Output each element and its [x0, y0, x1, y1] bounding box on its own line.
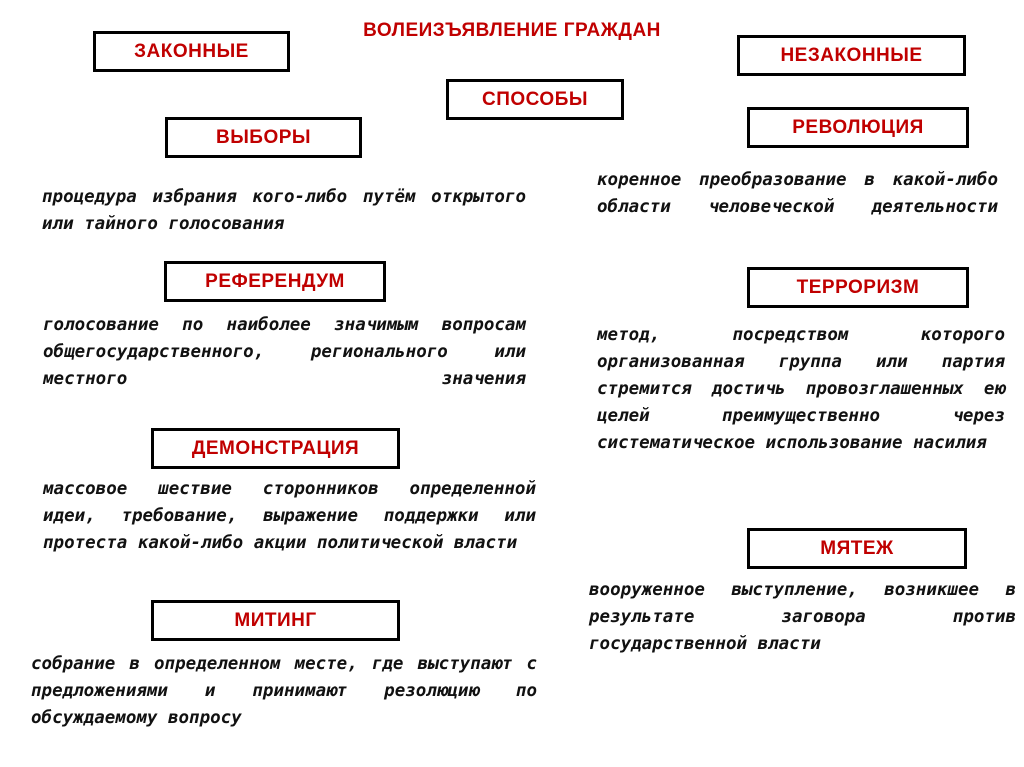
method-description-terrorism: метод, посредством которого организованная группа или партия стремится достичь провозглашенных ею целей преимущественно через систематическое использование насилия: [597, 325, 1005, 453]
method-description-rally: собрание в определенном месте, где выступают с предложениями и принимают резолюцию по обсуждаемому вопросу: [31, 654, 537, 728]
method-box-terrorism: ТЕРРОРИЗМ: [747, 267, 969, 308]
method-box-revolution: РЕВОЛЮЦИЯ: [747, 107, 969, 148]
method-box-referendum: РЕФЕРЕНДУМ: [164, 261, 386, 302]
method-description-demonstration: массовое шествие сторонников определенной идеи, требование, выражение поддержки или протеста какой-либо акции политической власти: [43, 479, 536, 553]
diagram-title: ВОЛЕИЗЪЯВЛЕНИЕ ГРАЖДАН: [363, 20, 661, 41]
methods-box: СПОСОБЫ: [446, 79, 624, 120]
method-box-elections: ВЫБОРЫ: [165, 117, 362, 158]
method-description-revolution: коренное преобразование в какой-либо области человеческой деятельности: [597, 170, 998, 217]
method-description-mutiny: вооруженное выступление, возникшее в результате заговора против государственной власти: [589, 580, 1016, 654]
method-description-elections: процедура избрания кого-либо путём открытого или тайного голосования: [42, 187, 526, 234]
method-box-rally: МИТИНГ: [151, 600, 400, 641]
method-box-demonstration: ДЕМОНСТРАЦИЯ: [151, 428, 400, 469]
method-description-referendum: голосование по наиболее значимым вопросам общегосударственного, регионального или местного значения: [43, 315, 526, 389]
illegal-category-box: НЕЗАКОННЫЕ: [737, 35, 966, 76]
legal-category-box: ЗАКОННЫЕ: [93, 31, 290, 72]
method-box-mutiny: МЯТЕЖ: [747, 528, 967, 569]
